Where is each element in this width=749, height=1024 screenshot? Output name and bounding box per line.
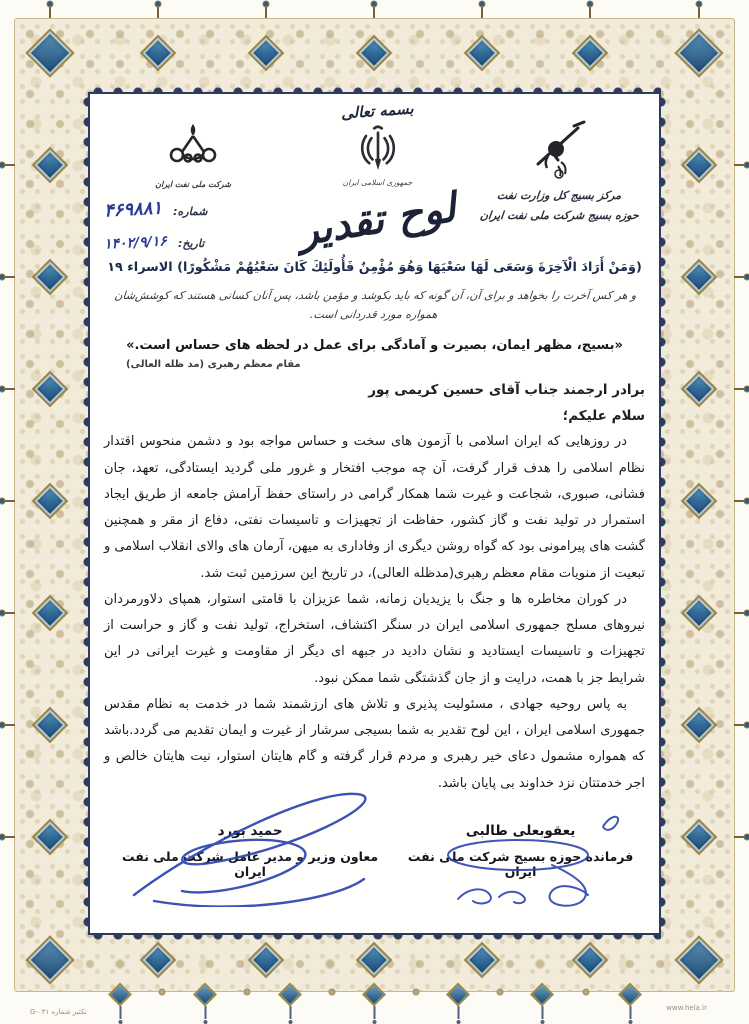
signer-right-name: یعقوبعلی طالبی xyxy=(465,822,576,839)
iran-emblem-icon xyxy=(356,124,400,176)
nioc-caption: شرکت ملی نفت ایران xyxy=(155,180,231,189)
signatures-row xyxy=(104,823,645,879)
signer-left-name: حمید بورد xyxy=(217,822,283,839)
header-center-block xyxy=(282,99,473,256)
basij-org-line2: حوزه بسیج شرکت ملی نفت ایران xyxy=(478,208,640,222)
paragraph-2: در کوران مخاطره ها و جنگ با یزیدیان زمانه، شما عزیزان با قامتی استوار، همپای دلاورمردان نیروهای مسلح جمهوری اسلامی ایران در سنگر اکتشاف، استخراج، تولید نفت و گاز و حراست از تجهیزات و تاسیسات ایستادید و نشان دادید در جبهه ای دیگر از مقاومت و غیرت ایرانی در این شرایط جز با همت، درایت و از جان گذشتگی شما ممکن نبود. xyxy=(104,591,645,686)
paragraph-3: به پاس روحیه جهادی ، مسئولیت پذیری و تلاش های ارزشمند شما در خدمت به نظام مقدس جمهوری اسلامی ایران ، این لوح تقدیر به شما بسیجی سرشار از غیرت و ایمان تقدیم می گردد.باشد که همواره مشمول دعای خیر رهبری و مردم قرار گرفته و گام هایتان استوار، نیت هایتان خالص و اجر خدمتتان نزد خداوند بی پایان باشد. xyxy=(104,696,645,791)
basij-org-line1: مرکز بسیج کل وزارت نفت xyxy=(496,189,622,202)
date-row xyxy=(104,232,204,251)
nioc-block xyxy=(104,100,282,251)
certificate-title: لوح تقدیر xyxy=(295,184,460,256)
certificate-body xyxy=(88,92,661,935)
footer-print-code: تکثیر شماره ۰۴۱-G xyxy=(30,1008,87,1016)
salutation-greeting: سلام علیکم؛ xyxy=(562,407,645,424)
serial-number-row xyxy=(104,199,208,220)
certificate-text xyxy=(104,378,645,797)
quran-verse: (وَمَنْ أَرَادَ الْآخِرَةَ وَسَعَى لَهَا سَعْيَهَا وَهُوَ مُؤْمِنٌ فَأُولَئِكَ كَانَ سَعْيُهُمْ مَشْكُورًا) الاسراء ۱۹ xyxy=(107,260,642,275)
date-label: تاریخ: xyxy=(177,237,205,250)
number-label: شماره: xyxy=(173,205,208,218)
basij-org-block xyxy=(473,100,645,226)
scallop-edge-right xyxy=(661,92,671,935)
signature-block-right xyxy=(396,823,645,879)
signer-left-title: معاون وزیر و مدیر عامل شرکت ملی نفت ایران xyxy=(122,848,379,879)
footer-website: www.hela.ir xyxy=(666,1004,707,1012)
emblem-caption: جمهوری اسلامی ایران xyxy=(342,178,413,187)
paragraph-1: در روزهایی که ایران اسلامی با آزمون های سخت و حساس مواجه بود و دشمن منحوس اقتدار نظام اسلامی را هدف قرار گرفت، آن چه موجب افتخار و غرور ملی گردید ایستادگی، تعهد، جان فشانی، صبوری، شجاعت و غیرت شما همکار گرامی در راستای حفظ آرامش جامعه از طریق ایجاد استمرار در تولید نفت و گاز کشور، حفاظت از تجهیزات و تاسیسات نفتی، دفاع از مقر و همچنین گشت های پیرامونی بود که گواه روشن دیگری از وفاداری به میهن، آرمان های والای انقلاب اسلامی و تبعیت از منویات مقام معظم رهبری(مدظله العالی)، در تاریخ این سرزمین ثبت شد. xyxy=(104,434,645,581)
certificate-header xyxy=(103,99,645,256)
signature-block-left xyxy=(104,823,396,879)
date-value: ۱۴۰۲/۹/۱۶ xyxy=(103,233,168,253)
signer-right-title: فرمانده حوزه بسیج شرکت ملی نفت ایران xyxy=(407,848,634,879)
scallop-edge-left xyxy=(78,92,88,935)
quote-attribution: مقام معظم رهبری (مد ظله العالی) xyxy=(126,359,301,371)
basij-logo-icon xyxy=(528,118,590,186)
verse-translation: و هر کس آخرت را بخواهد و برای آن، آن گونه که باید بکوشد و مؤمن باشد، پس آنان کسانی هستند که کوشش‌شان همواره مورد قدردانی است. xyxy=(113,288,637,321)
leader-quote: «بسیج، مظهر ایمان، بصیرت و آمادگی برای عمل در لحظه های حساس است.» xyxy=(126,338,623,354)
nioc-logo-icon xyxy=(164,122,222,178)
scallop-edge-top xyxy=(88,82,661,92)
besmele-text: بسمه تعالی xyxy=(340,99,415,123)
salutation-name: برادر ارجمند جناب آقای حسین کریمی پور xyxy=(368,382,645,399)
number-value: ۴۶۹۸۸۱ xyxy=(103,197,163,222)
